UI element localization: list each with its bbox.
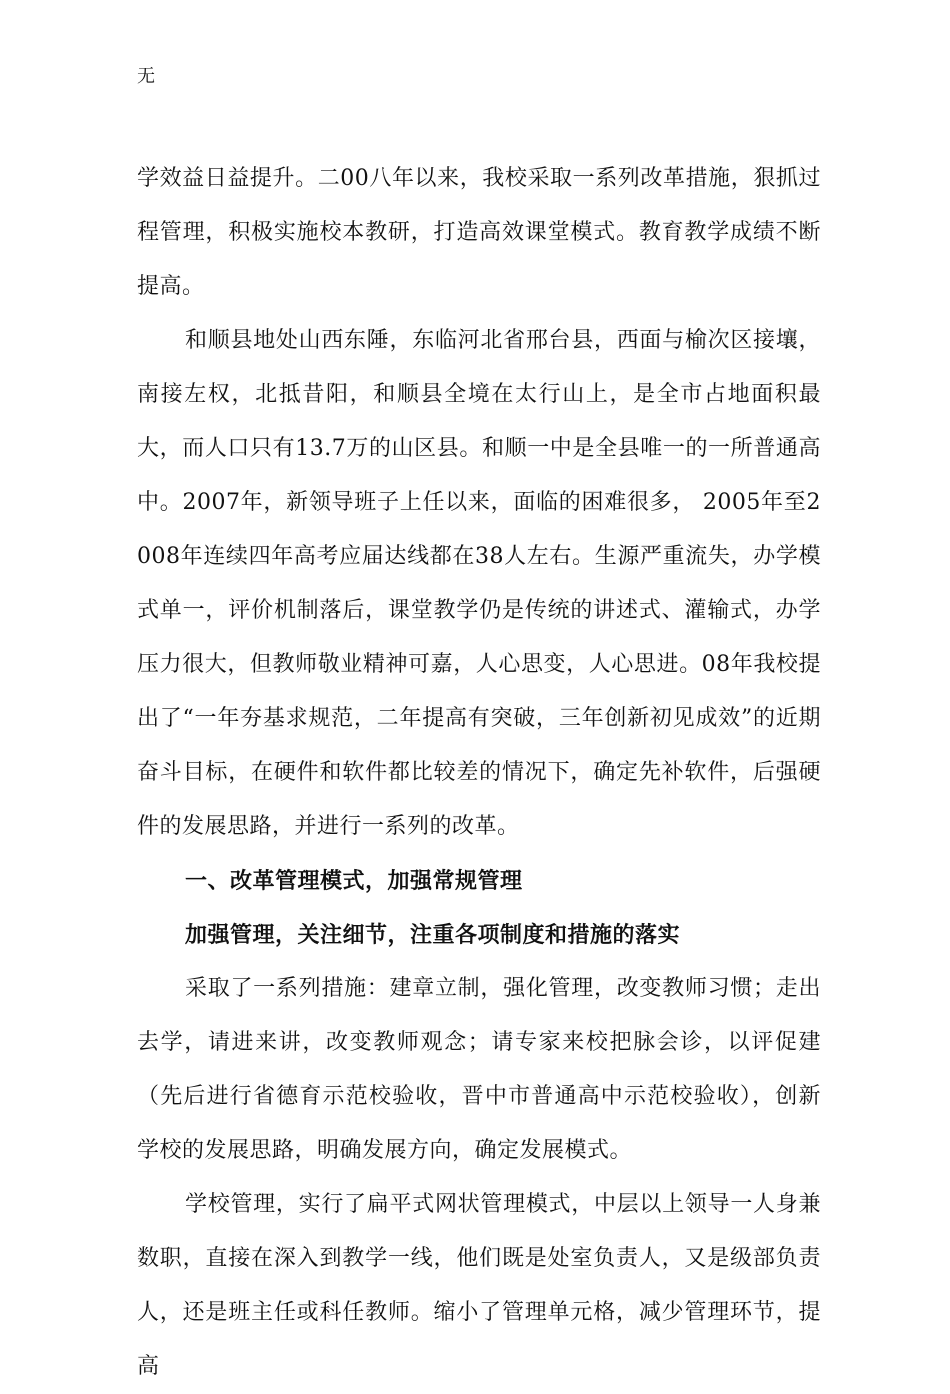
document-body bbox=[137, 152, 821, 1394]
paragraph-county-background: 和顺县地处山西东陲，东临河北省邢台县，西面与榆次区接壤，南接左权，北抵昔阳，和顺县全境在太行山上，是全市占地面积最大，而人口只有13.7万的山区县。和顺一中是全县唯一的一所普通高中。2007年，新领导班子上任以来，面临的困难很多， 2005年至2008年连续四年高考应届达线都在38人左右。生源严重流失，办学模式单一，评价机制落后，课堂教学仍是传统的讲述式、灌输式，办学压力很大，但教师敬业精神可嘉，人心思变，人心思进。08年我校提出了“一年夯基求规范，二年提高有突破，三年创新初见成效”的近期奋斗目标，在硬件和软件都比较差的情况下，确定先补软件，后强硬件的发展思路，并进行一系列的改革。 bbox=[137, 328, 821, 839]
subsection-heading: 加强管理，关注细节，注重各项制度和措施的落实 bbox=[185, 922, 681, 948]
paragraph-management-model: 学校管理，实行了扁平式网状管理模式，中层以上领导一人身兼数职，直接在深入到教学一线，他们既是处室负责人，又是级部负责人，还是班主任或科任教师。缩小了管理单元格，减少管理环节，提高 bbox=[137, 1192, 821, 1379]
paragraph-measures: 采取了一系列措施：建章立制，强化管理，改变教师习惯；走出去学，请进来讲，改变教师观念；请专家来校把脉会诊，以评促建（先后进行省德育示范校验收，晋中市普通高中示范校验收），创新学校的发展思路，明确发展方向，确定发展模式。 bbox=[137, 976, 821, 1163]
section-heading: 一、改革管理模式，加强常规管理 bbox=[185, 868, 523, 894]
paragraph-continuation: 学效益日益提升。二00八年以来，我校采取一系列改革措施，狠抓过程管理，积极实施校本教研，打造高效课堂模式。教育教学成绩不断提高。 bbox=[137, 166, 821, 299]
header-mark: 无 bbox=[137, 66, 155, 87]
